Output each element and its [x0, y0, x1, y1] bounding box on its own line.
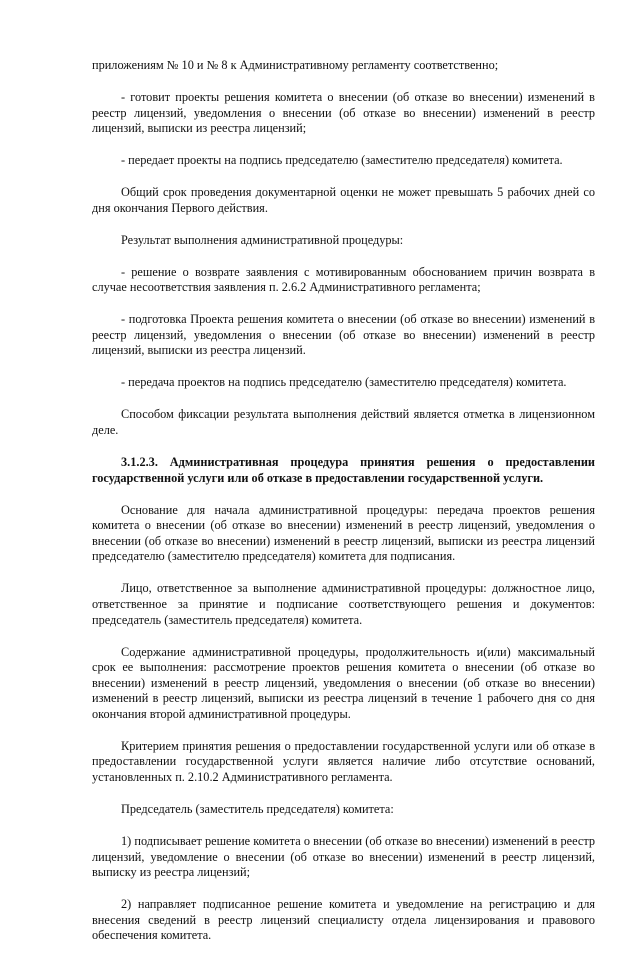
paragraph-item-1: 1) подписывает решение комитета о внесении (об отказе во внесении) изменений в реестр лицензий, уведомление о внесении (об отказе во внесении) изменений в реестр лицензий, выписку из реестра лицензий; [92, 834, 595, 880]
paragraph-continuation: приложениям № 10 и № 8 к Административному регламенту соответственно; [92, 58, 499, 72]
paragraph-fixation: Способом фиксации результата выполнения действий является отметка в лицензионном деле. [92, 407, 595, 438]
paragraph-responsible: Лицо, ответственное за выполнение административной процедуры: должностное лицо, ответственное за принятие и подписание соответствующего решения и документов: председатель (заместитель председателя) комитета. [92, 581, 595, 627]
paragraph-result-preparation: - подготовка Проекта решения комитета о внесении (об отказе во внесении) изменений в реестр лицензий, уведомления о внесении (об отказе во внесении) изменений в реестр лицензий, выписки из реестра лицензий. [92, 312, 595, 358]
paragraph-item-2: 2) направляет подписанное решение комитета и уведомление на регистрацию и для внесения сведений в реестр лицензий специалисту отдела лицензирования и правового обеспечения комитета. [92, 897, 595, 943]
paragraph-submit-drafts: - передает проекты на подпись председателю (заместителю председателя) комитета. [121, 153, 563, 168]
paragraph-result-heading: Результат выполнения административной процедуры: [121, 232, 404, 247]
paragraph-chairman: Председатель (заместитель председателя) комитета: [121, 802, 394, 817]
paragraph-prepare-drafts: - готовит проекты решения комитета о внесении (об отказе во внесении) изменений в реестр лицензий, уведомления о внесении (об отказе во внесении) изменений в реестр лицензий, выписки из реестра лицензий; [92, 89, 595, 136]
paragraph-total-term: Общий срок проведения документарной оценки не может превышать 5 рабочих дней со дня окончания Первого действия. [92, 185, 595, 215]
section-heading-3-1-2-3: 3.1.2.3. Административная процедура принятия решения о предоставлении государственной услуги или об отказе в предоставлении государственной услуги. [92, 455, 595, 485]
paragraph-result-return: - решение о возврате заявления с мотивированным обоснованием причин возврата в случае несоответствия заявления п. 2.6.2 Административного регламента; [92, 264, 595, 295]
paragraph-basis: Основание для начала административной процедуры: передача проектов решения комитета о внесении (об отказе во внесении) изменений в реестр лицензий, уведомления о внесении (об отказе во внесении) изменений в реестр лицензий, выписки из реестра лицензий председателю (заместителю председателя) комитета для подписания. [92, 502, 595, 564]
paragraph-criterion: Критерием принятия решения о предоставлении государственной услуги или об отказе в предоставлении государственной услуги является наличие либо отсутствие оснований, установленных п. 2.10.2 Административного регламента. [92, 738, 595, 785]
paragraph-content: Содержание административной процедуры, продолжительность и(или) максимальный срок ее выполнения: рассмотрение проектов решения комитета о внесении (об отказе во внесении) изменений в реестр лицензий, уведомления о внесении (об отказе во внесении) изменений в реестр лицензий, выписки из реестра лицензий в течение 1 рабочего дня со дня окончания второй административной процедуры. [92, 644, 595, 721]
paragraph-result-transfer: - передача проектов на подпись председателю (заместителю председателя) комитета. [121, 375, 567, 390]
document-page [92, 58, 595, 960]
